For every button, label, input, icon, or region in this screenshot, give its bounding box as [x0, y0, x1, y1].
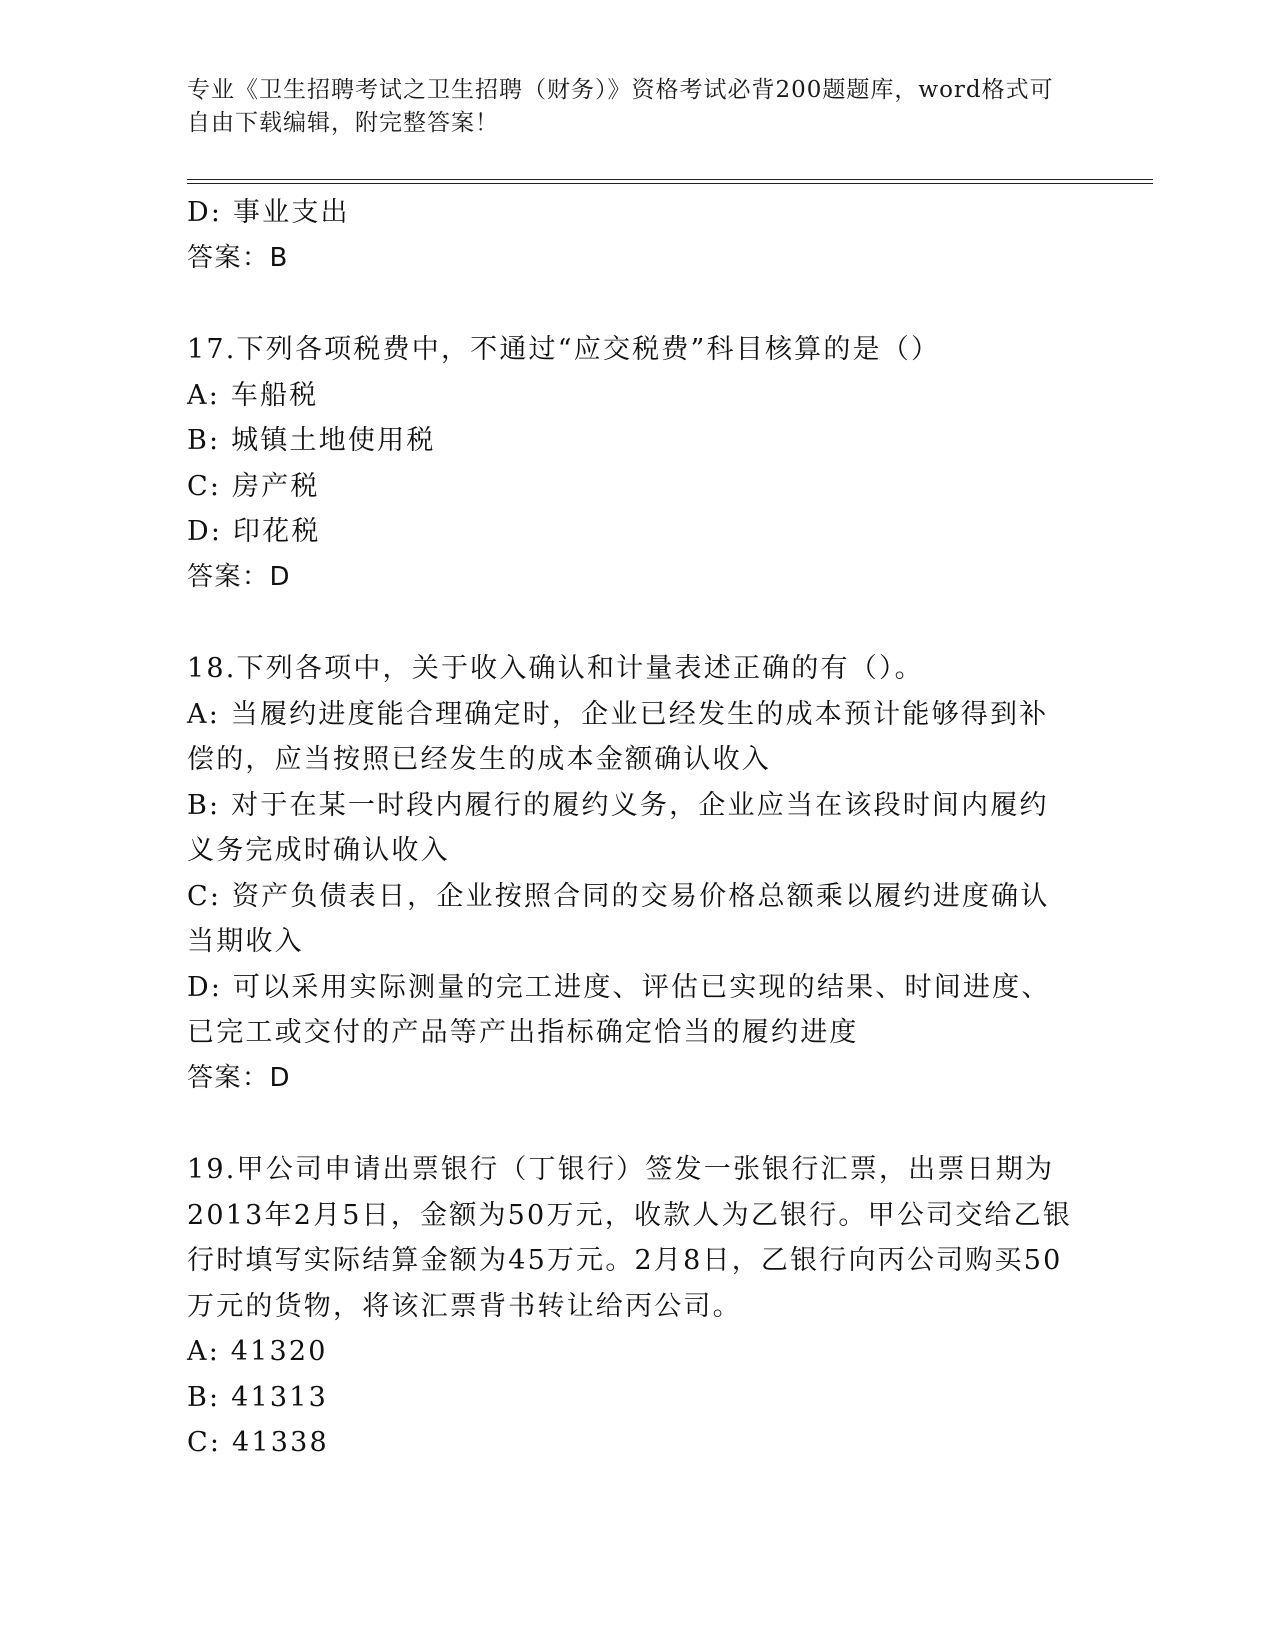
spacer: [187, 281, 1077, 327]
q18-option-c: C: 资产负债表日，企业按照合同的交易价格总额乘以履约进度确认当期收入: [187, 880, 1050, 957]
q17-answer: 答案：D: [187, 561, 292, 592]
header-rule-thin: [187, 183, 1153, 184]
q19-option-c: C: 41338: [187, 1427, 329, 1458]
q17-option-c: C: 房产税: [187, 470, 320, 502]
spacer: [187, 600, 1077, 646]
q18-option-b: B: 对于在某一时段内履行的履约义务，企业应当在该段时间内履约义务完成时确认收入: [187, 789, 1049, 866]
q19-option-b: B: 41313: [187, 1381, 329, 1413]
q17-stem: 17.下列各项税费中，不通过“应交税费”科目核算的是（）: [187, 334, 941, 365]
q18-answer: 答案：D: [187, 1062, 292, 1093]
page-header: 专业《卫生招聘考试之卫生招聘（财务）》资格考试必背200题题库，word格式可自由下载编辑，附完整答案！: [187, 77, 1054, 136]
q19-option-a: A: 41320: [187, 1336, 328, 1367]
question-content: [187, 190, 1077, 1466]
q18-stem: 18.下列各项中，关于收入确认和计量表述正确的有（）。: [187, 653, 924, 684]
header-rule-thick: [187, 179, 1153, 180]
q17-option-a: A: 车船税: [187, 379, 319, 411]
q16-option-d: D: 事业支出: [187, 197, 350, 228]
q17-option-b: B: 城镇土地使用税: [187, 425, 436, 456]
q18-option-a: A: 当履约进度能合理确定时，企业已经发生的成本预计能够得到补偿的，应当按照已经发生的成本金额确认收入: [187, 698, 1049, 775]
q18-option-d: D: 可以采用实际测量的完工进度、评估已实现的结果、时间进度、已完工或交付的产品等产出指标确定恰当的履约进度: [187, 971, 1051, 1048]
q16-answer: 答案：B: [187, 242, 289, 273]
q17-option-d: D: 印花税: [187, 516, 321, 547]
spacer: [187, 1101, 1077, 1147]
q19-stem: 19.甲公司申请出票银行（丁银行）签发一张银行汇票，出票日期为2013年2月5日，金额为50万元，收款人为乙银行。甲公司交给乙银行时填写实际结算金额为45万元。2月8日，乙银行向丙公司购买50万元的货物，将该汇票背书转让给丙公司。: [187, 1154, 1073, 1322]
